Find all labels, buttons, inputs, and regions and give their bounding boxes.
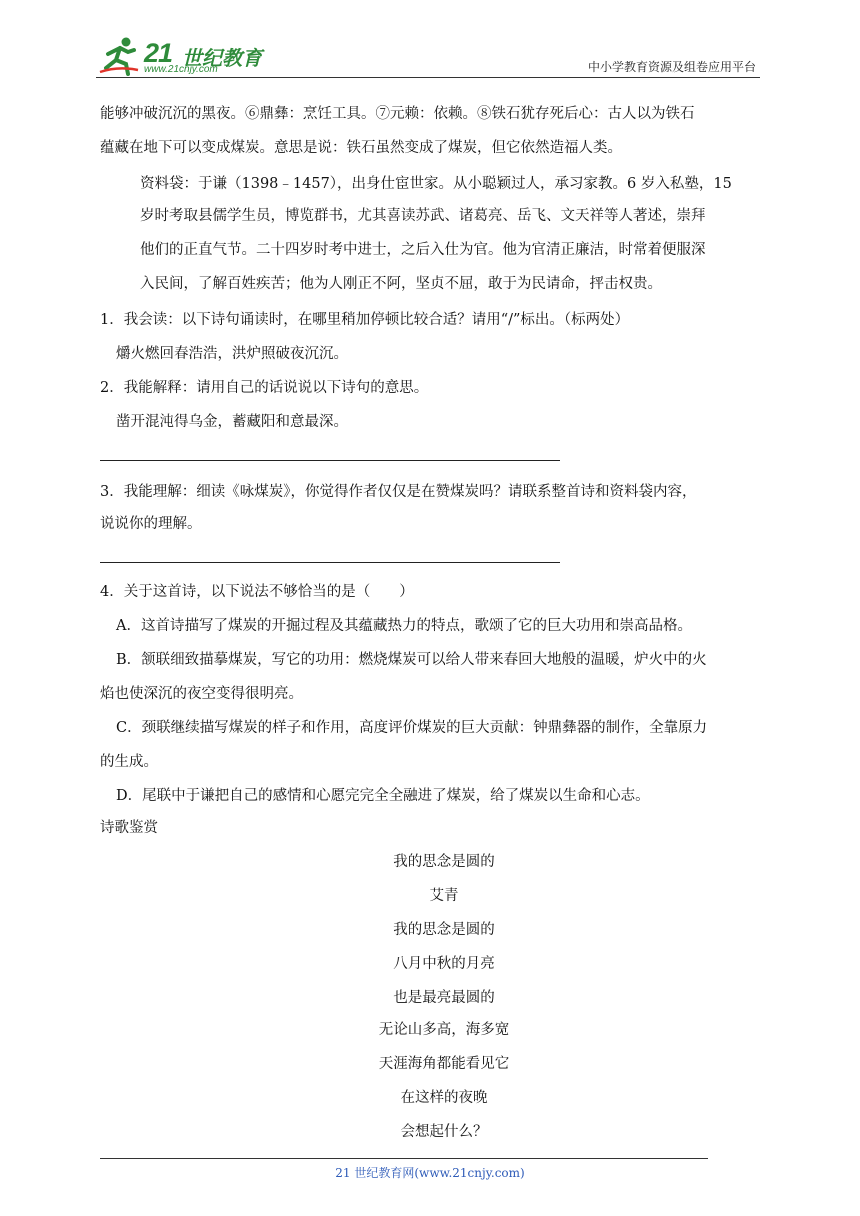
resource-line-2: 岁时考取县儒学生员，博览群书，尤其喜读苏武、诸葛亮、岳飞、文天祥等人著述，崇拜	[140, 208, 706, 224]
platform-title: 中小学教育资源及组卷应用平台	[587, 60, 756, 74]
resource-line-3: 他们的正直气节。二十四岁时考中进士，之后入仕为官。他为官清正廉洁，时常着便服深	[140, 242, 706, 258]
logo-number: 21	[144, 38, 173, 68]
question-2-verse: 凿开混沌得乌金，蓄藏阳和意最深。	[116, 414, 348, 430]
poem-title: 我的思念是圆的	[393, 854, 495, 870]
notes-line-1: 能够冲破沉沉的黑夜。⑥鼎彝：烹饪工具。⑦元赖：依赖。⑧铁石犹存死后心：古人以为铁石	[100, 106, 695, 122]
notes-line-2: 蕴藏在地下可以变成煤炭。意思是说：铁石虽然变成了煤炭，但它依然造福人类。	[100, 140, 622, 156]
poem-line-2: 八月中秋的月亮	[393, 956, 495, 972]
option-a: A．这首诗描写了煤炭的开掘过程及其蕴藏热力的特点，歌颂了它的巨大功用和崇高品格。	[116, 618, 692, 634]
question-3-line-1: 3．我能理解：细读《咏煤炭》，你觉得作者仅仅是在赞煤炭吗？请联系整首诗和资料袋内容，	[100, 484, 697, 500]
site-logo[interactable]	[96, 34, 271, 78]
poem-line-5: 天涯海角都能看见它	[378, 1056, 510, 1072]
runner-logo-icon	[98, 36, 142, 76]
logo-url: www.21cnjy.com	[144, 64, 218, 75]
poem-line-3: 也是最亮最圆的	[393, 990, 495, 1006]
option-b-line-1: B．颔联细致描摹煤炭，写它的功用：燃烧煤炭可以给人带来春回大地般的温暖，炉火中的火	[116, 652, 707, 668]
poem-author: 艾青	[429, 888, 459, 904]
question-1-verse: 爝火燃回春浩浩，洪炉照破夜沉沉。	[116, 346, 348, 362]
question-1: 1．我会读：以下诗句诵读时，在哪里稍加停顿比较合适？请用“/”标出。（标两处）	[100, 312, 630, 328]
question-3-line-2: 说说你的理解。	[100, 516, 202, 532]
resource-line-4: 入民间，了解百姓疾苦；他为人刚正不阿，坚贞不屈，敢于为民请命，抨击权贵。	[140, 276, 662, 292]
question-2: 2．我能解释：请用自己的话说说以下诗句的意思。	[100, 380, 429, 396]
poem-line-6: 在这样的夜晚	[400, 1090, 488, 1106]
page-header	[96, 34, 760, 78]
question-4: 4．关于这首诗，以下说法不够恰当的是（ ）	[100, 584, 414, 600]
poem-line-1: 我的思念是圆的	[393, 922, 495, 938]
option-c-line-2: 的生成。	[100, 754, 158, 770]
footer-divider	[100, 1158, 708, 1159]
poem-line-4: 无论山多高，海多宽	[378, 1022, 510, 1038]
resource-line-1: 资料袋：于谦（1398﹣1457），出身仕宦世家。从小聪颖过人，承习家教。6 岁入私塾，15	[140, 176, 732, 192]
answer-line-2[interactable]	[100, 460, 560, 461]
footer-link[interactable]: 21 世纪教育网(www.21cnjy.com)	[335, 1166, 525, 1180]
option-d: D．尾联中于谦把自己的感情和心愿完完全全融进了煤炭，给了煤炭以生命和心志。	[116, 788, 650, 804]
logo-name: 世纪教育	[182, 46, 262, 70]
option-b-line-2: 焰也使深沉的夜空变得很明亮。	[100, 686, 303, 702]
section-heading: 诗歌鉴赏	[100, 820, 158, 836]
header-divider	[96, 77, 760, 78]
answer-line-3[interactable]	[100, 562, 560, 563]
option-c-line-1: C．颈联继续描写煤炭的样子和作用，高度评价煤炭的巨大贡献：钟鼎彝器的制作，全靠原力	[116, 720, 708, 736]
poem-line-7: 会想起什么？	[400, 1124, 488, 1140]
